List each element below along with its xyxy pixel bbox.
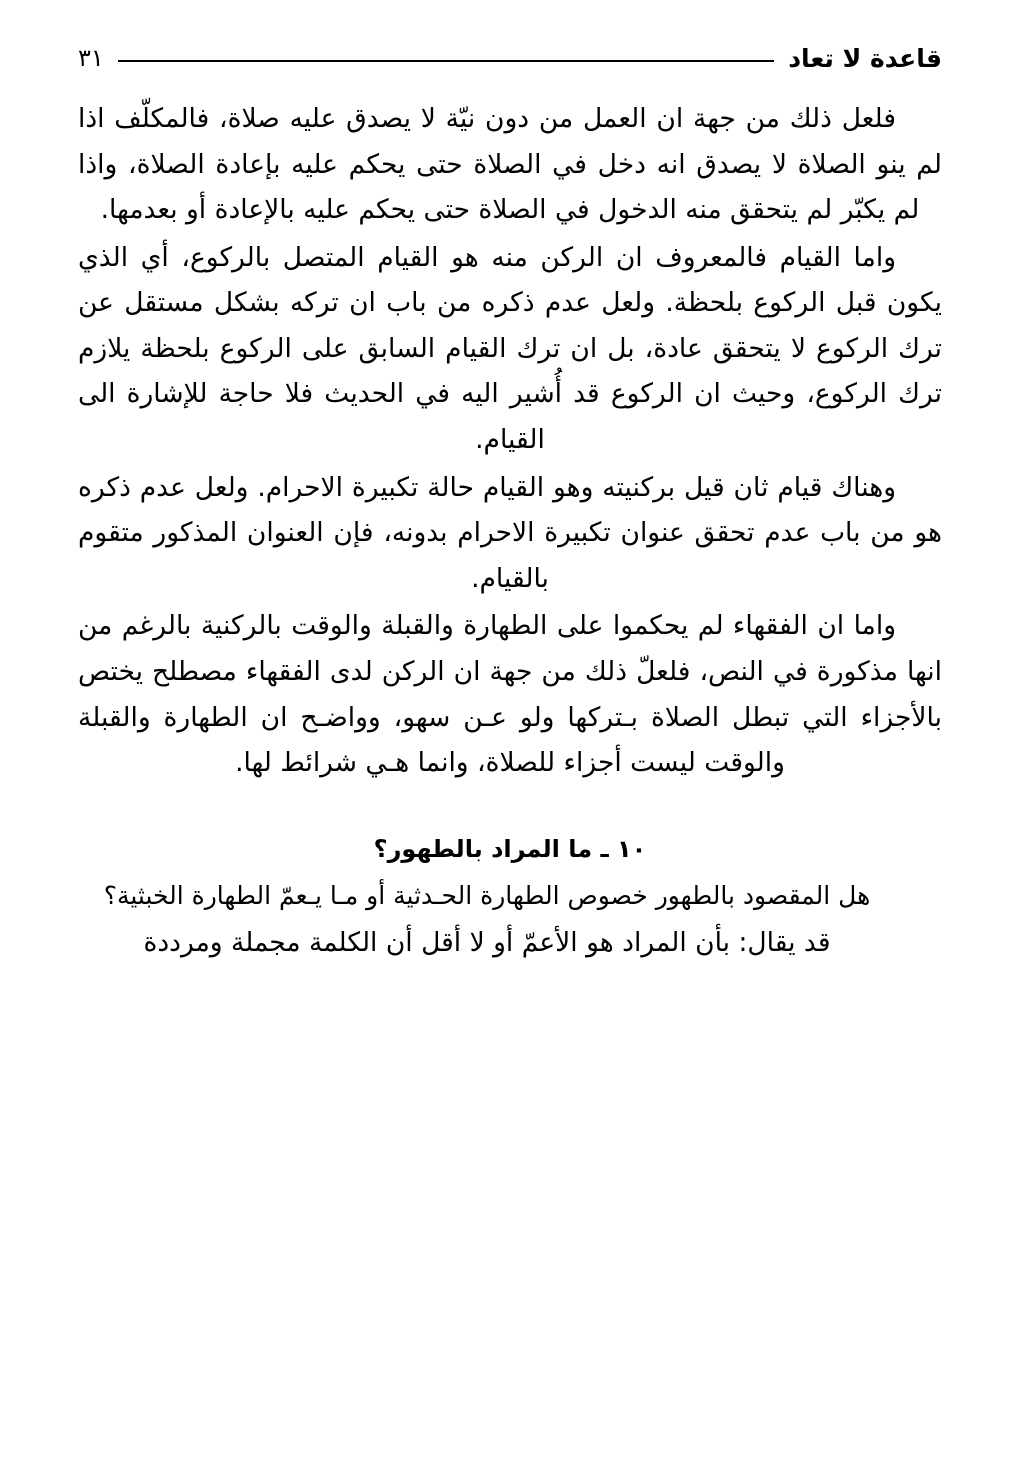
body-text (78, 96, 942, 965)
section-heading: ١٠ ـ ما المراد بالطهور؟ (373, 834, 647, 863)
header-divider (118, 60, 774, 62)
closing-paragraph: قد يقال: بأن المراد هو الأعمّ أو لا أقل أن الكلمة مجملة ومرددة (143, 926, 831, 958)
paragraph-3: وهناك قيام ثان قيل بركنيته وهو القيام حالة تكبيرة الاحرام. ولعل عدم ذكره هو من باب عدم تحقق عنوان تكبيرة الاحرام بدونه، فإن العنوان المذكور متقوم بالقيام. (78, 471, 942, 594)
page-header (78, 38, 942, 78)
paragraph-1: فلعل ذلك من جهة ان العمل من دون نيّة لا يصدق عليه صلاة، فالمكلّف اذا لم ينو الصلاة لا يصدق انه دخل في الصلاة حتى يحكم عليه بإعادة الصلاة، واذا لم يكبّر لم يتحقق منه الدخول في الصلاة حتى يحكم عليه بالإعادة أو بعدمها. (78, 103, 942, 226)
question-paragraph: هل المقصود بالطهور خصوص الطهارة الحـدثية أو مـا يـعمّ الطهارة الخبثية؟ (103, 881, 871, 911)
page-title: قاعدة لا تعاد (788, 43, 942, 73)
page-number: ٣١ (78, 44, 104, 72)
paragraph-2: واما القيام فالمعروف ان الركن منه هو القيام المتصل بالركوع، أي الذي يكون قبل الركوع بلحظة. ولعل عدم ذكره من باب ان تركه بشكل مستقل عن ترك الركوع لا يتحقق عادة، بل ان ترك القيام السابق على الركوع بلحظة يلازم ترك الركوع، وحيث ان الركوع قد أُشير اليه في الحديث فلا حاجة للإشارة الى القيام. (78, 241, 942, 456)
paragraph-4: واما ان الفقهاء لم يحكموا على الطهارة والقبلة والوقت بالركنية بالرغم من انها مذكورة في النص، فلعلّ ذلك من جهة ان الركن لدى الفقهاء مصطلح يختص بالأجزاء التي تبطل الصلاة بـتركها ولو عـن سهو، وواضـح ان الطهارة والقبلة والوقت ليست أجزاء للصلاة، وانما هـي شرائط لها. (78, 610, 942, 779)
